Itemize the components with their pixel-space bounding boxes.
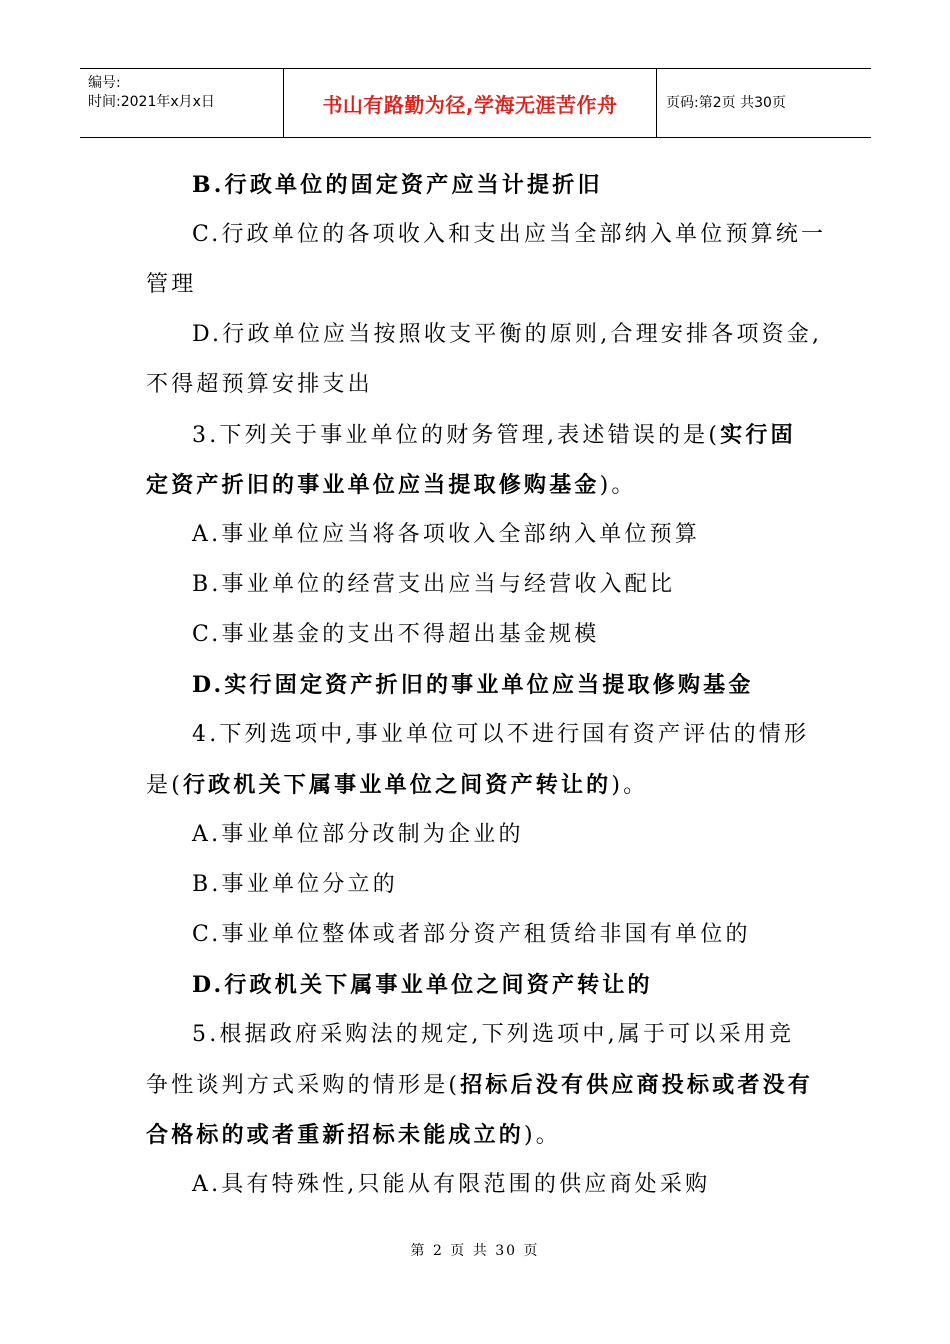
text-line [192, 420, 796, 451]
line-text-post: )。 [524, 1123, 561, 1148]
text-line [192, 720, 809, 750]
text-line [192, 670, 754, 700]
line-text: B.事业单位的经营支出应当与经营收入配比 [192, 572, 676, 597]
line-text: C.行政单位的各项收入和支出应当全部纳入单位预算统一 [192, 222, 827, 247]
line-text: D.行政机关下属事业单位之间资产转让的 [192, 972, 653, 998]
text-line [192, 970, 653, 1000]
header-page-label: 页码:第2页 共30页 [666, 95, 786, 111]
text-line [192, 620, 599, 650]
line-text-pre: 3.下列关于事业单位的财务管理,表述错误的是( [192, 423, 721, 448]
text-line [192, 1020, 794, 1050]
text-line [192, 220, 826, 250]
line-text: 不得超预算安排支出 [146, 372, 373, 397]
page-footer: 第 2 页 共 30 页 [410, 1243, 540, 1259]
text-line [192, 870, 398, 900]
text-line [146, 370, 373, 400]
header-number-label: 编号: [88, 75, 121, 91]
header-motto: 书山有路勤为径,学海无涯苦作舟 [322, 92, 618, 117]
line-text-post: )。 [611, 773, 649, 798]
text-line [192, 820, 524, 850]
line-text-pre: 争性谈判方式采购的情形是( [146, 1073, 461, 1098]
line-text-pre: 是( [146, 773, 183, 798]
line-text: 4.下列选项中,事业单位可以不进行国有资产评估的情形 [192, 722, 810, 747]
answer-text: 定资产折旧的事业单位应当提取修购基金 [146, 472, 600, 498]
line-text: C.事业单位整体或者部分资产租赁给非国有单位的 [192, 922, 751, 947]
text-line [192, 170, 603, 200]
answer-text: 合格标的或者重新招标未能成立的 [146, 1122, 525, 1148]
line-text: A.事业单位部分改制为企业的 [192, 822, 524, 847]
line-text-post: )。 [599, 473, 637, 498]
line-text: 管理 [146, 272, 197, 297]
answer-text: 招标后没有供应商投标或者没有 [460, 1072, 813, 1098]
line-text: A.事业单位应当将各项收入全部纳入单位预算 [192, 522, 701, 547]
answer-text: 行政机关下属事业单位之间资产转让的 [182, 772, 612, 798]
text-line [146, 1070, 813, 1101]
text-line [146, 270, 196, 300]
text-line [192, 520, 700, 550]
line-text: D.行政单位应当按照收支平衡的原则,合理安排各项资金, [192, 322, 823, 347]
line-text: B.行政单位的固定资产应当计提折旧 [192, 172, 603, 198]
line-text: B.事业单位分立的 [192, 872, 398, 897]
text-line [146, 1120, 561, 1151]
text-line [146, 770, 648, 801]
page-header [80, 68, 871, 138]
text-line [192, 320, 822, 350]
line-text: 5.根据政府采购法的规定,下列选项中,属于可以采用竞 [192, 1022, 795, 1047]
text-line [192, 1170, 710, 1200]
header-page-cell [656, 69, 871, 137]
header-time-label: 时间:2021年x月x日 [88, 94, 215, 110]
line-text: A.具有特殊性,只能从有限范围的供应商处采购 [192, 1172, 711, 1197]
text-line [146, 470, 637, 501]
line-text: D.实行固定资产折旧的事业单位应当提取修购基金 [192, 672, 754, 698]
text-line [192, 570, 675, 600]
answer-text: 实行固 [720, 422, 796, 448]
line-text: C.事业基金的支出不得超出基金规模 [192, 622, 600, 647]
text-line [192, 920, 751, 950]
header-info-cell [80, 69, 283, 137]
header-motto-cell [283, 69, 657, 137]
